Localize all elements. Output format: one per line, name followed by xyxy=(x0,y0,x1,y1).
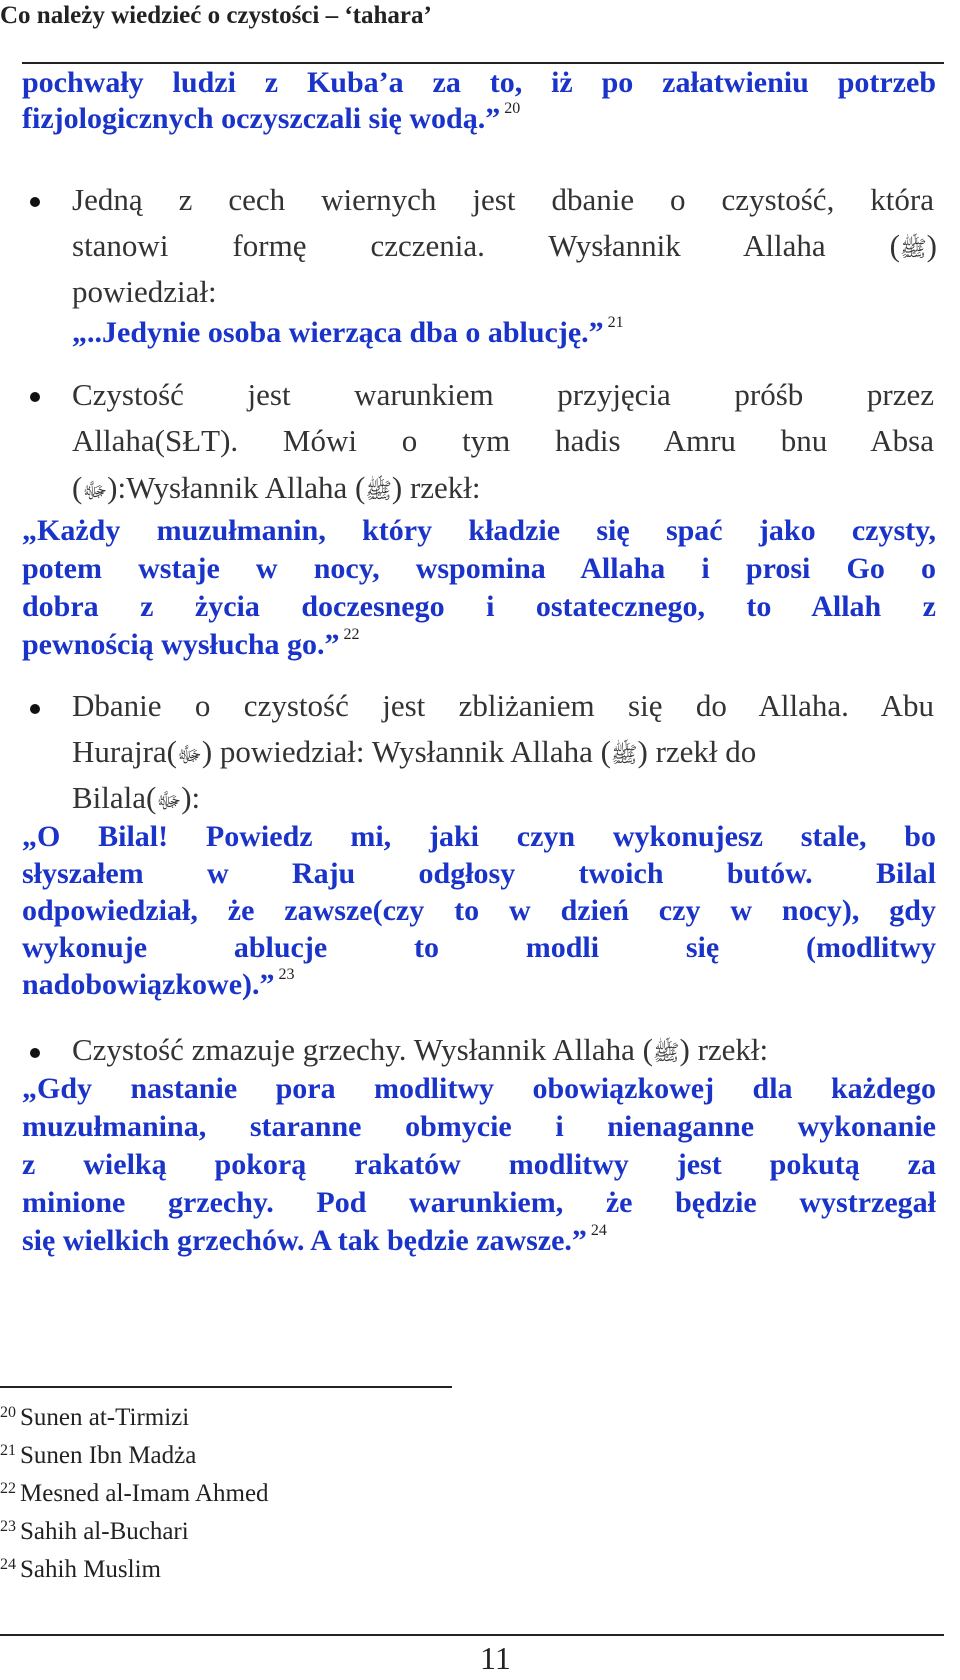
footnote xyxy=(0,1556,161,1584)
paragraph-line: pochwały ludzi z Kuba’a za to, iż po załatwieniu potrzeb xyxy=(22,66,936,99)
bullet-icon xyxy=(30,197,40,207)
quote-line: z wielką pokorą rakatów modlitwy jest pokutą za xyxy=(22,1148,936,1181)
footnote-ref: 22 xyxy=(343,626,360,643)
bullet-line: powiedział: xyxy=(72,274,217,309)
close-paren: ) xyxy=(926,228,937,263)
honorific-icon: ﷺ xyxy=(365,478,392,503)
bullet-text: ): xyxy=(181,780,201,815)
honorific-icon: ﷻ xyxy=(177,742,202,767)
quote-line: muzułmanina, staranne obmycie i nienaganne wykonanie xyxy=(22,1110,936,1143)
footnote-text: Sunen at-Tirmizi xyxy=(20,1404,190,1431)
footnote-text: Sahih Muslim xyxy=(20,1556,161,1583)
bullet-line xyxy=(72,780,200,819)
honorific-icon: ﷺ xyxy=(652,1040,680,1065)
quote-line: odpowiedział, że zawsze(czy to w dzień czy w nocy), gdy xyxy=(22,894,936,927)
footnote xyxy=(0,1442,196,1470)
footnote-number: 21 xyxy=(0,1442,16,1459)
bullet-line xyxy=(72,470,481,509)
footer-rule xyxy=(0,1634,944,1636)
footnote-number: 20 xyxy=(0,1404,16,1421)
quote-line: minione grzechy. Pod warunkiem, że będzie wystrzegał xyxy=(22,1186,936,1219)
bullet-line: Czystość jest warunkiem przyjęcia próśb przez xyxy=(72,377,934,412)
quote-line: potem wstaje w nocy, wspomina Allaha i prosi Go o xyxy=(22,552,936,585)
quote-text: „..Jedynie osoba wierząca dba o ablucję.” xyxy=(72,316,604,349)
quote-line: „Każdy muzułmanin, który kładzie się spać jako czysty, xyxy=(22,514,936,547)
footnote-ref: 23 xyxy=(278,966,295,983)
honorific-icon: ﷻ xyxy=(82,478,108,503)
bullet-line: Jedną z cech wiernych jest dbanie o czystość, która xyxy=(72,182,934,217)
footnote-number: 22 xyxy=(0,1480,16,1497)
quote-text: nadobowiązkowe).” xyxy=(22,968,275,1001)
footnote xyxy=(0,1518,189,1546)
quote-line xyxy=(72,316,624,350)
quote-line: dobra z życia doczesnego i ostatecznego, to Allah z xyxy=(22,590,936,623)
honorific-icon: ﷻ xyxy=(156,788,182,813)
quote-line xyxy=(22,968,295,1002)
bullet-text-group xyxy=(72,734,756,773)
bullet-line-end xyxy=(900,228,937,267)
bullet-text: ) rzekł do xyxy=(637,734,757,769)
bullet-text: ) powiedział: Wysłannik Allaha ( xyxy=(201,734,611,769)
running-header: Co należy wiedzieć o czystości – ‘tahara’ xyxy=(0,2,432,29)
footnote-ref: 24 xyxy=(590,1222,607,1239)
bullet-text: Czystość zmazuje grzechy. Wysłannik Allaha ( xyxy=(72,1032,653,1067)
honorific-icon: ﷺ xyxy=(610,742,638,767)
bullet-line: Dbanie o czystość jest zbliżaniem się do Allaha. Abu xyxy=(72,688,934,723)
quote-line xyxy=(22,1224,607,1258)
footnote-number: 24 xyxy=(0,1556,16,1573)
paragraph-line xyxy=(22,102,520,136)
bullet-icon xyxy=(30,392,40,402)
footnote-text: Sunen Ibn Madża xyxy=(20,1442,197,1469)
quote-line: „Gdy nastanie pora modlitwy obowiązkowej dla każdego xyxy=(22,1072,936,1105)
bullet-line: Allaha(SŁT). Mówi o tym hadis Amru bnu Absa xyxy=(72,423,934,458)
bullet-text: ) rzekł: xyxy=(679,1032,769,1067)
footnote-ref: 21 xyxy=(607,314,624,331)
footnote-number: 23 xyxy=(0,1518,16,1535)
bullet-line xyxy=(72,1032,768,1071)
bullet-icon xyxy=(30,704,40,714)
paragraph-text: fizjologicznych oczyszczali się wodą.” xyxy=(22,102,501,135)
bullet-line xyxy=(72,734,934,773)
footnote xyxy=(0,1404,189,1432)
footnote-rule xyxy=(0,1386,452,1388)
bullet-icon xyxy=(30,1048,40,1058)
bullet-text: ):Wysłannik Allaha ( xyxy=(107,470,366,505)
open-paren: ( xyxy=(72,470,83,505)
header-rule xyxy=(22,62,944,64)
quote-line xyxy=(22,628,360,662)
footnote-ref: 20 xyxy=(504,100,521,117)
quote-line: wykonuje ablucje to modli się (modlitwy xyxy=(22,931,936,964)
bullet-text: Hurajra( xyxy=(72,734,177,769)
honorific-icon: ﷺ xyxy=(900,236,927,261)
quote-line: słyszałem w Raju odgłosy twoich butów. Bilal xyxy=(22,857,936,890)
footnote-text: Sahih al-Buchari xyxy=(20,1518,189,1545)
page-number: 11 xyxy=(480,1640,511,1676)
footnote-text: Mesned al-Imam Ahmed xyxy=(20,1480,269,1507)
quote-line: „O Bilal! Powiedz mi, jaki czyn wykonujesz stale, bo xyxy=(22,820,936,853)
bullet-line: stanowi formę czczenia. Wysłannik Allaha ( xyxy=(72,228,900,263)
bullet-text: ) rzekł: xyxy=(391,470,481,505)
quote-text: się wielkich grzechów. A tak będzie zawsze.” xyxy=(22,1224,587,1257)
bullet-text: Bilala( xyxy=(72,780,157,815)
quote-text: pewnością wysłucha go.” xyxy=(22,628,340,661)
footnote xyxy=(0,1480,269,1508)
